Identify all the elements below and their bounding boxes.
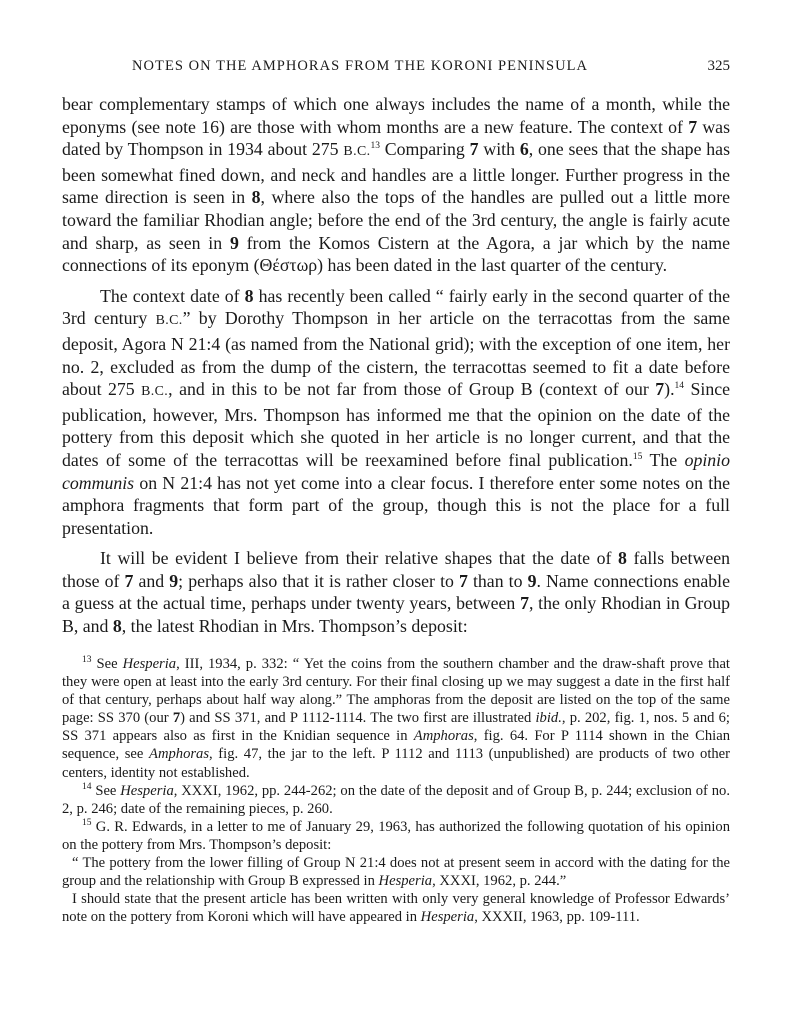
footnote-15-continuation: I should state that the present article has been written with only very general knowledge of Professor Edwards’ note on the pottery from Koroni which will have appeared in Hesperia, XXXII, 1963, pp. 109-111. [62, 891, 730, 926]
running-header [62, 58, 730, 80]
footnote-15: $^{15}$ G. R. Edwards, in a letter to me of January 29, 1963, has authorized the following quotation of his opinion on the pottery from Mrs. Thompson’s deposit: [62, 817, 730, 853]
object-ref: 9 [169, 570, 179, 591]
footnote-number: 13 [82, 655, 92, 666]
footnote-15-quotation: “ The pottery from the lower filling of Group N 21:4 does not at present seem in accord with the dating for the group and the relationship with Group B expressed in Hesperia, XXXI, 1962, p. 244.” [62, 855, 730, 890]
footnotes [62, 655, 730, 926]
object-ref: 8 [112, 616, 122, 637]
era-abbrev: B.C. [155, 313, 183, 329]
footnote-13: $^{13}$ See Hesperia, III, 1934, p. 332: “ Yet the coins from the southern chamber and the draw-shaft prove that they were open at least into the early 3rd century. For their final closing up we may suggest a date in the first half of that century, perhaps about half way along.” The amphoras from the deposit are listed on the top of the same page: SS 370 (our 7) and SS 371, and P 1112-1114. The two first are illustrated ibid., p. 202, fig. 1, nos. 5 and 6; SS 371 appears also as first in the Knidian sequence in Amphoras, fig. 64. For P 1114 shown in the Chian sequence, see Amphoras, fig. 47, the jar to the left. P 1112 and 1113 (unpublished) are products of two other centers, identity not established. [62, 655, 731, 781]
footnote-14: $^{14}$ See Hesperia, XXXI, 1962, pp. 244-262; on the date of the deposit and of Group B, p. 244; exclusion of no. 2, p. 246; date of the remaining pieces, p. 260. [62, 781, 730, 817]
footnote-ref-14: 14 [674, 381, 685, 392]
page-number: 325 [707, 58, 730, 74]
object-ref: 9 [229, 232, 239, 253]
object-ref: 6 [519, 139, 529, 160]
paragraph-2: The context date of 8 has recently been called “ fairly early in the second quarter of the 3rd century B.C.” by Dorothy Thompson in her article on the terracottas from the same deposit, Agora N 21:4 (as named from the National grid); with the exception of one item, her no. 2, excluded as from the dump of the cistern, the terracottas seemed to fit a date before about 275 B.C., and in this to be not far from those of Group B (context of our 7).$^{14}$ Since publication, however, Mrs. Thompson has informed me that the opinion on the date of the pottery from this deposit which she quoted in her article is no longer current, and that the dates of some of the terracottas will be reexamined before final publication.$^{15}$ The opinio communis on N 21:4 has not yet come into a clear focus. I therefore enter some notes on the amphora fragments that form part of the group, though this is not the place for a full presentation. [62, 285, 731, 538]
footnote-number: 15 [82, 817, 92, 828]
body-text [62, 93, 730, 646]
object-ref: 9 [527, 570, 537, 591]
running-title: NOTES ON THE AMPHORAS FROM THE KORONI PENINSULA [132, 58, 589, 74]
footnote-ref-15: 15 [632, 451, 643, 462]
object-ref: 7 [459, 570, 468, 591]
object-ref: 7 [124, 570, 134, 591]
paragraph-1: bear complementary stamps of which one always includes the name of a month, while the eponyms (see note 16) are those with whom months are a new feature. The context of 7 was dated by Thompson in 1934 about 275 B.C.$^{13}$ Comparing 7 with 6, one sees that the shape has been somewhat fined down, and neck and handles are a little longer. Further progress in the same direction is seen in 8, where also the tops of the handles are pulled out a little more toward the familiar Rhodian angle; before the end of the 3rd century, the angle is fairly acute and sharp, as seen in 9 from the Komos Cistern at the Agora, a jar which by the name connections of its eponym (Θέστωρ) has been dated in the last quarter of the century. [62, 94, 731, 276]
paragraph-3: It will be evident I believe from their relative shapes that the date of 8 falls between those of 7 and 9; perhaps also that it is rather closer to 7 than to 9. Name connections enable a guess at the actual time, perhaps under twenty years, between 7, the only Rhodian in Group B, and 8, the latest Rhodian in Mrs. Thompson’s deposit: [62, 548, 731, 637]
era-abbrev: B.C. [141, 384, 169, 400]
footnote-number: 14 [82, 781, 92, 792]
object-ref: 8 [251, 187, 261, 208]
object-ref: 7 [688, 116, 698, 137]
era-abbrev: B.C. [343, 144, 371, 160]
object-ref: 8 [244, 285, 254, 306]
object-ref: 7 [655, 379, 665, 400]
object-ref: 8 [618, 548, 627, 569]
object-ref: 7 [172, 710, 181, 727]
object-ref: 7 [520, 593, 529, 614]
object-ref: 7 [469, 139, 479, 160]
footnote-ref-13: 13 [370, 141, 380, 152]
